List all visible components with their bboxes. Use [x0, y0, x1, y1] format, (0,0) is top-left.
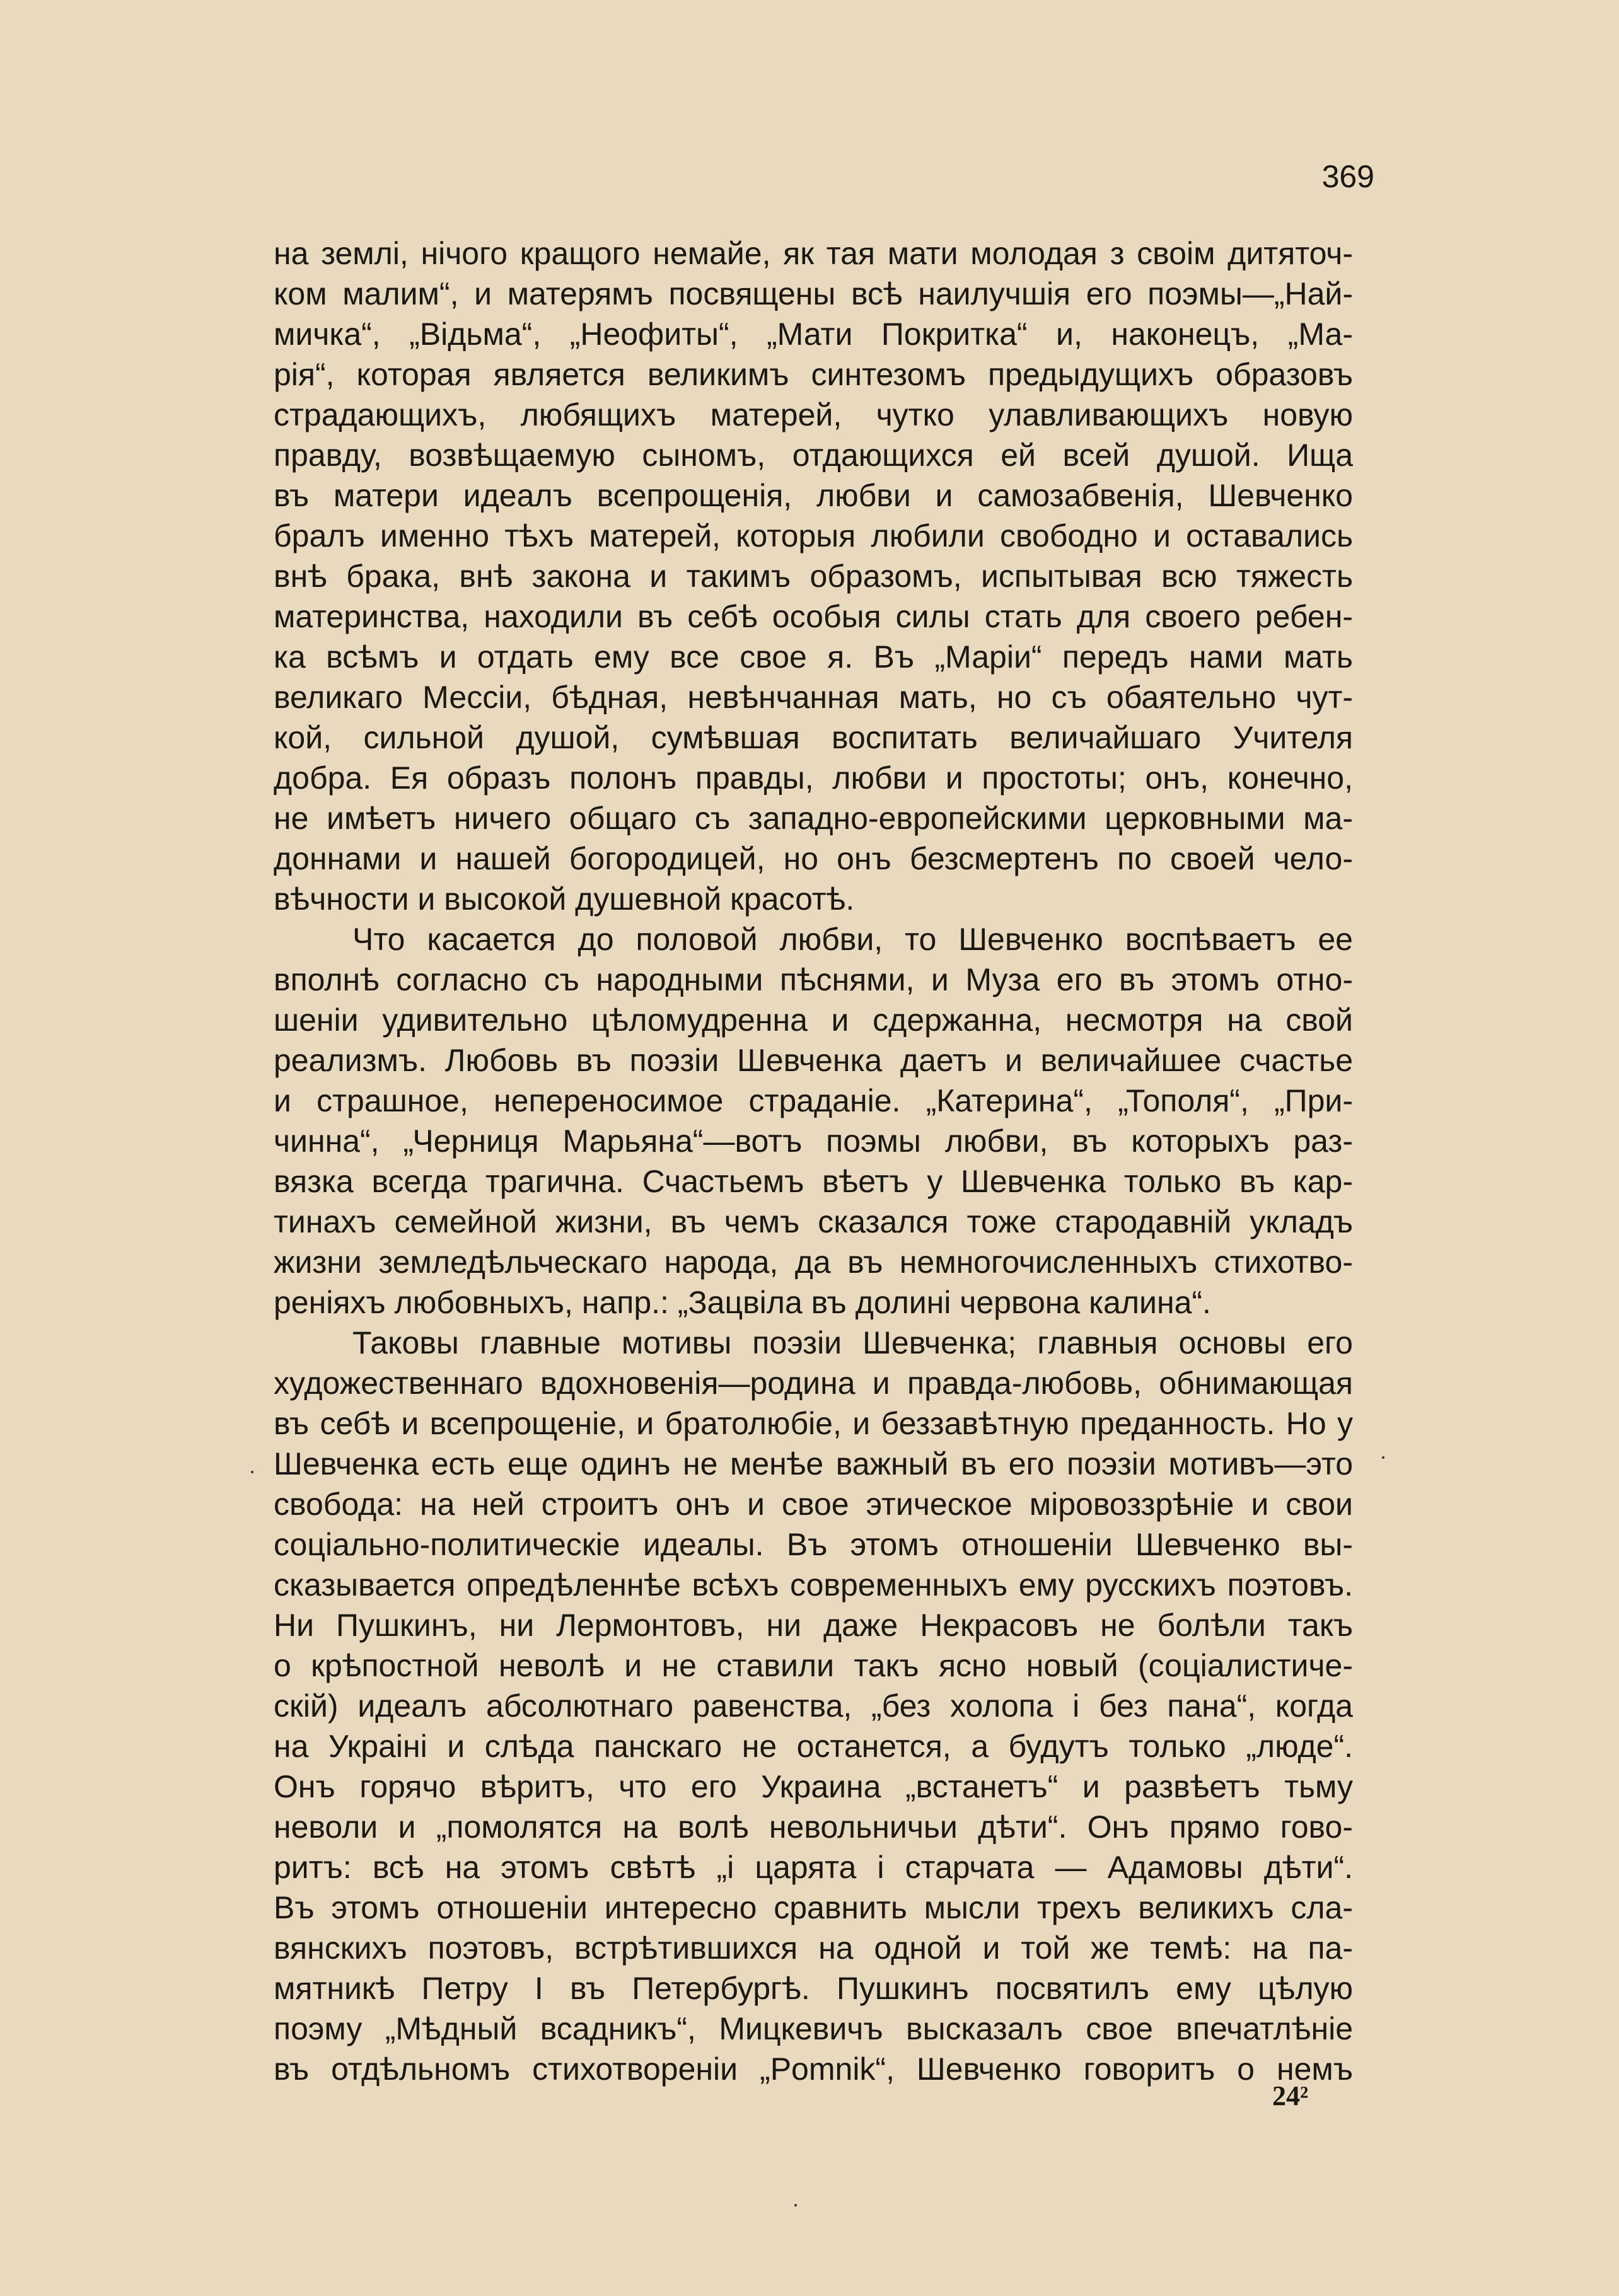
text-line: вполнѣ согласно съ народными пѣснями, и Муза его въ этомъ отно-	[274, 962, 1353, 997]
scan-speck	[251, 1471, 253, 1473]
text-line: поэму „Мѣдный всадникъ“, Мицкевичъ высказалъ свое впечатлѣніе	[274, 2011, 1353, 2046]
text-line: сказывается опредѣленнѣе всѣхъ современныхъ ему русскихъ поэтовъ.	[274, 1567, 1353, 1603]
text-line: рія“, которая является великимъ синтезомъ предыдущихъ образовъ	[274, 357, 1353, 392]
text-line: и страшное, непереносимое страданіе. „Катерина“, „Тополя“, „При-	[274, 1083, 1353, 1118]
paragraph-3	[274, 1323, 1353, 2089]
text-line: не имѣетъ ничего общаго съ западно-европейскими церковными ма-	[274, 801, 1353, 836]
text-line: кой, сильной душой, сумѣвшая воспитать величайшаго Учителя	[274, 720, 1353, 755]
text-line: на Украіні и слѣда панскаго не останется, а будутъ только „люде“.	[274, 1729, 1353, 1764]
text-line: великаго Мессіи, бѣдная, невѣнчанная мать, но съ обаятельно чут-	[274, 680, 1353, 715]
text-line: въ отдѣльномъ стихотвореніи „Pomnik“, Шевченко говоритъ о немъ	[274, 2051, 1353, 2087]
paragraph-2	[274, 919, 1353, 1323]
text-line: ритъ: всѣ на этомъ свѣтѣ „і царята і старчата — Адамовы дѣти“.	[274, 1850, 1353, 1885]
text-line: въ себѣ и всепрощеніе, и братолюбіе, и беззавѣтную преданность. Но у	[274, 1406, 1353, 1441]
text-line: о крѣпостной неволѣ и не ставили такъ ясно новый (соціалистиче-	[274, 1648, 1353, 1683]
text-line: жизни земледѣльческаго народа, да въ немногочисленныхъ стихотво-	[274, 1244, 1353, 1280]
scan-speck	[794, 2204, 797, 2206]
text-line: чинна“, „Черниця Марьяна“—вотъ поэмы любви, въ которыхъ раз-	[274, 1123, 1353, 1159]
text-line: свобода: на ней строитъ онъ и свое этическое міровоззрѣніе и свои	[274, 1487, 1353, 1522]
scan-speck	[1382, 1456, 1384, 1459]
text-line: доннами и нашей богородицей, но онъ безсмертенъ по своей чело-	[274, 841, 1353, 876]
text-line: внѣ брака, внѣ закона и такимъ образомъ, испытывая всю тяжесть	[274, 559, 1353, 594]
text-line: материнства, находили въ себѣ особыя силы стать для своего ребен-	[274, 599, 1353, 634]
text-line: скій) идеалъ абсолютнаго равенства, „без холопа і без пана“, когда	[274, 1688, 1353, 1724]
text-line: Онъ горячо вѣритъ, что его Украина „встанетъ“ и развѣетъ тьму	[274, 1769, 1353, 1804]
text-line: неволи и „помолятся на волѣ невольничьи дѣти“. Онъ прямо гово-	[274, 1809, 1353, 1845]
text-line: страдающихъ, любящихъ матерей, чутко улавливающихъ новую	[274, 397, 1353, 432]
text-line: въ матери идеалъ всепрощенія, любви и самозабвенія, Шевченко	[274, 478, 1353, 513]
text-line: добра. Ея образъ полонъ правды, любви и простоты; онъ, конечно,	[274, 760, 1353, 796]
text-line: тинахъ семейной жизни, въ чемъ сказался тоже стародавній укладъ	[274, 1204, 1353, 1239]
text-line: вѣчности и высокой душевной красотѣ.	[274, 881, 855, 917]
text-line: мичка“, „Відьма“, „Неофиты“, „Мати Покритка“ и, наконецъ, „Ма-	[274, 316, 1353, 352]
body-text	[274, 233, 1353, 2089]
paragraph-1	[274, 233, 1353, 919]
text-line: шеніи удивительно цѣломудренна и сдержанна, несмотря на свой	[274, 1002, 1353, 1038]
page-number: 369	[1321, 159, 1374, 194]
text-line: вязка всегда трагична. Счастьемъ вѣетъ у Шевченка только въ кар-	[274, 1164, 1353, 1199]
text-line: Что касается до половой любви, то Шевченко воспѣваетъ ее	[352, 922, 1353, 957]
text-line: реализмъ. Любовь въ поэзіи Шевченка даетъ и величайшее счастье	[274, 1043, 1353, 1078]
text-line: ком малим“, и матерямъ посвящены всѣ наилучшія его поэмы—„Най-	[274, 276, 1353, 311]
text-line: Таковы главные мотивы поэзіи Шевченка; главныя основы его	[352, 1325, 1353, 1360]
text-line: Шевченка есть еще одинъ не менѣе важный въ его поэзіи мотивъ—это	[274, 1446, 1353, 1481]
text-line: Въ этомъ отношеніи интересно сравнить мысли трехъ великихъ сла-	[274, 1890, 1353, 1925]
text-line: вянскихъ поэтовъ, встрѣтившихся на одной и той же темѣ: на па-	[274, 1930, 1353, 1966]
text-line: мятникѣ Петру I въ Петербургѣ. Пушкинъ посвятилъ ему цѣлую	[274, 1971, 1353, 2006]
text-line: реніяхъ любовныхъ, напр.: „Зацвіла въ долині червона калина“.	[274, 1285, 1211, 1320]
text-line: художественнаго вдохновенія—родина и правда-любовь, обнимающая	[274, 1365, 1353, 1401]
text-line: Ни Пушкинъ, ни Лермонтовъ, ни даже Некрасовъ не болѣли такъ	[274, 1608, 1353, 1643]
text-line: на землі, нічого кращого немайе, як тая мати молодая з своім дитяточ-	[274, 236, 1353, 271]
text-line: правду, возвѣщаемую сыномъ, отдающихся ей всей душой. Ища	[274, 438, 1353, 473]
text-line: соціально-политическіе идеалы. Въ этомъ отношеніи Шевченко вы-	[274, 1527, 1353, 1562]
text-line: ка всѣмъ и отдать ему все свое я. Въ „Маріи“ передъ нами мать	[274, 639, 1353, 675]
text-line: бралъ именно тѣхъ матерей, которыя любили свободно и оставались	[274, 518, 1353, 554]
printer-signature: 24²	[1272, 2080, 1309, 2111]
